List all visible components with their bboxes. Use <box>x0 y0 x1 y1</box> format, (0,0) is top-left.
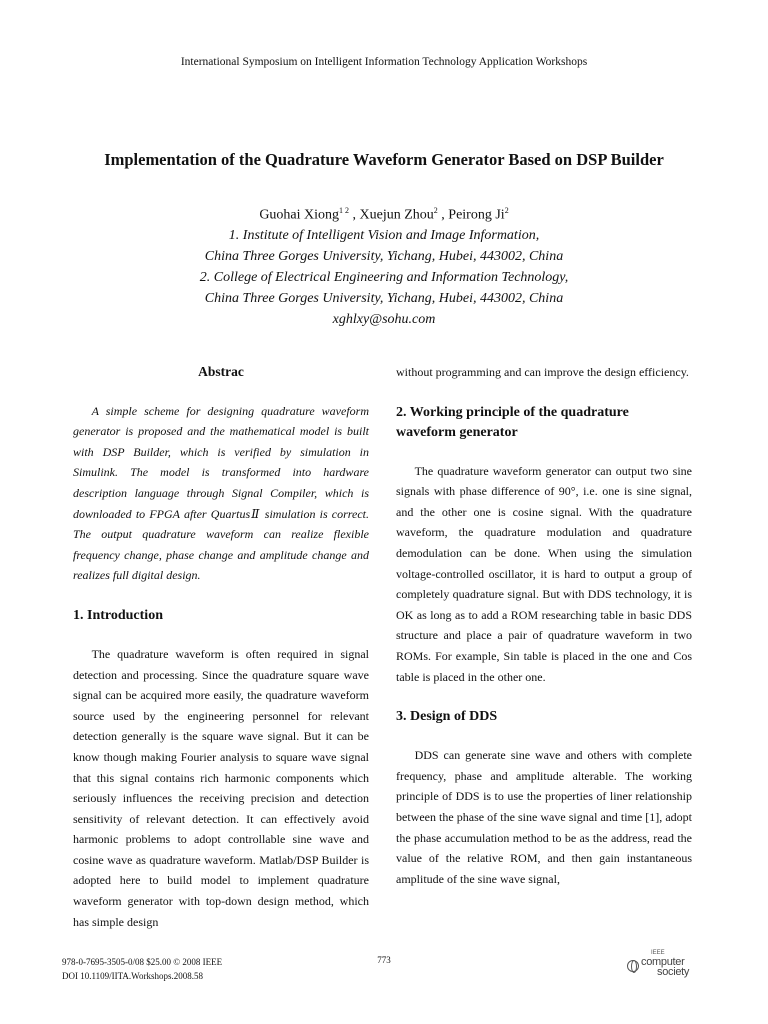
globe-icon <box>627 960 639 972</box>
ieee-computer-society-logo <box>627 950 695 980</box>
logo-text-computer: computer <box>641 956 685 968</box>
author-names: Guohai Xiong$^{1 2}$ , Xuejun Zhou$^2$ , Peirong Ji$^2$ <box>259 206 509 223</box>
section-heading-introduction: 1. Introduction <box>73 607 163 623</box>
paper-title: Implementation of the Quadrature Waveform Generator Based on DSP Builder <box>104 150 664 169</box>
abstract-text: A simple scheme for designing quadrature waveform generator is proposed and the mathematical model is built with DSP Builder, which is verified by simulation in Simulink. The model is transformed into hardware description language through Signal Compiler, which is downloaded to FPGA after QuartusⅡ simulation is correct. The output quadrature waveform can realize flexible frequency change, phase change and amplitude change and realizes full digital design. <box>73 403 369 583</box>
logo-text-society: society <box>657 966 690 978</box>
footer-isbn: 978-0-7695-3505-0/08 $25.00 © 2008 IEEE <box>62 957 223 967</box>
author-block <box>100 201 668 330</box>
left-column <box>73 362 369 932</box>
author-name: Guohai Xiong <box>259 207 340 223</box>
page-number: 773 <box>377 955 391 965</box>
author-name: Peirong Ji <box>448 207 505 223</box>
footer-doi: DOI 10.1109/IITA.Workshops.2008.58 <box>62 971 203 981</box>
working-principle-text: The quadrature waveform generator can output two sine signals with phase difference of 90°, i.e. one is sine signal, and the other one is cosine signal. With the quadrature waveform, the quadrature modulation and quadrature demodulation can be done. When using the simulation voltage-controlled oscillator, it is hard to output a group of completely quadrature signal. But with DDS technology, it is OK as long as to add a ROM researching table in basic DDS structure and place a pair of quadrature waveform in two ROMs. For example, Sin table is placed in the one and Cos table is placed in the other one. <box>396 463 692 684</box>
section-heading-dds: 3. Design of DDS <box>396 709 498 725</box>
affiliation-line: 1. Institute of Intelligent Vision and Image Information, <box>228 228 540 244</box>
logo-ieee-text: IEEE <box>651 950 665 956</box>
venue-header: International Symposium on Intelligent Information Technology Application Workshops <box>180 56 588 68</box>
introduction-continuation: without programming and can improve the design efficiency. <box>396 365 689 379</box>
author-name: Xuejun Zhou <box>359 207 434 223</box>
footer-citation <box>62 955 222 983</box>
section-heading-working-principle: 2. Working principle of the quadrature waveform generator <box>396 404 629 440</box>
dds-text: DDS can generate sine wave and others with complete frequency, phase and amplitude alterable. The working principle of DDS is to use the properties of liner relationship between the phase of the sine wave signal and time [1], adopt the phase accumulation method to be as the address, read the value of the relative ROM, and then gain instantaneous amplitude of the sine wave signal, <box>396 748 692 886</box>
author-superscript: 1 2 <box>339 206 350 215</box>
affiliation-line: China Three Gorges University, Yichang, Hubei, 443002, China <box>204 249 564 265</box>
abstract-heading: Abstrac <box>198 364 244 379</box>
author-email: xghlxy@sohu.com <box>332 311 436 327</box>
affiliation-line: 2. College of Electrical Engineering and Information Technology, <box>199 270 569 286</box>
right-column <box>396 362 692 889</box>
author-superscript: 2 <box>433 206 438 215</box>
author-superscript: 2 <box>504 206 509 215</box>
introduction-text: The quadrature waveform is often required in signal detection and processing. Since the quadrature square wave signal can be acquired more easily, the quadrature waveform source used by the engineering personnel for relevant detection generally is the square wave signal. But it can be know though making Fourier analysis to square wave signal that this signal contains rich harmonic components which seriously influences the receiving precision and detection sensitivity of relevant detection. It can effectively avoid harmonic problems to adopt controllable sine wave and cosine wave as quadrature waveform. Matlab/DSP Builder is adopted here to build model to implement quadrature waveform generator with top-down design method, which has simple design <box>73 646 369 929</box>
affiliation-line: China Three Gorges University, Yichang, Hubei, 443002, China <box>204 290 564 306</box>
